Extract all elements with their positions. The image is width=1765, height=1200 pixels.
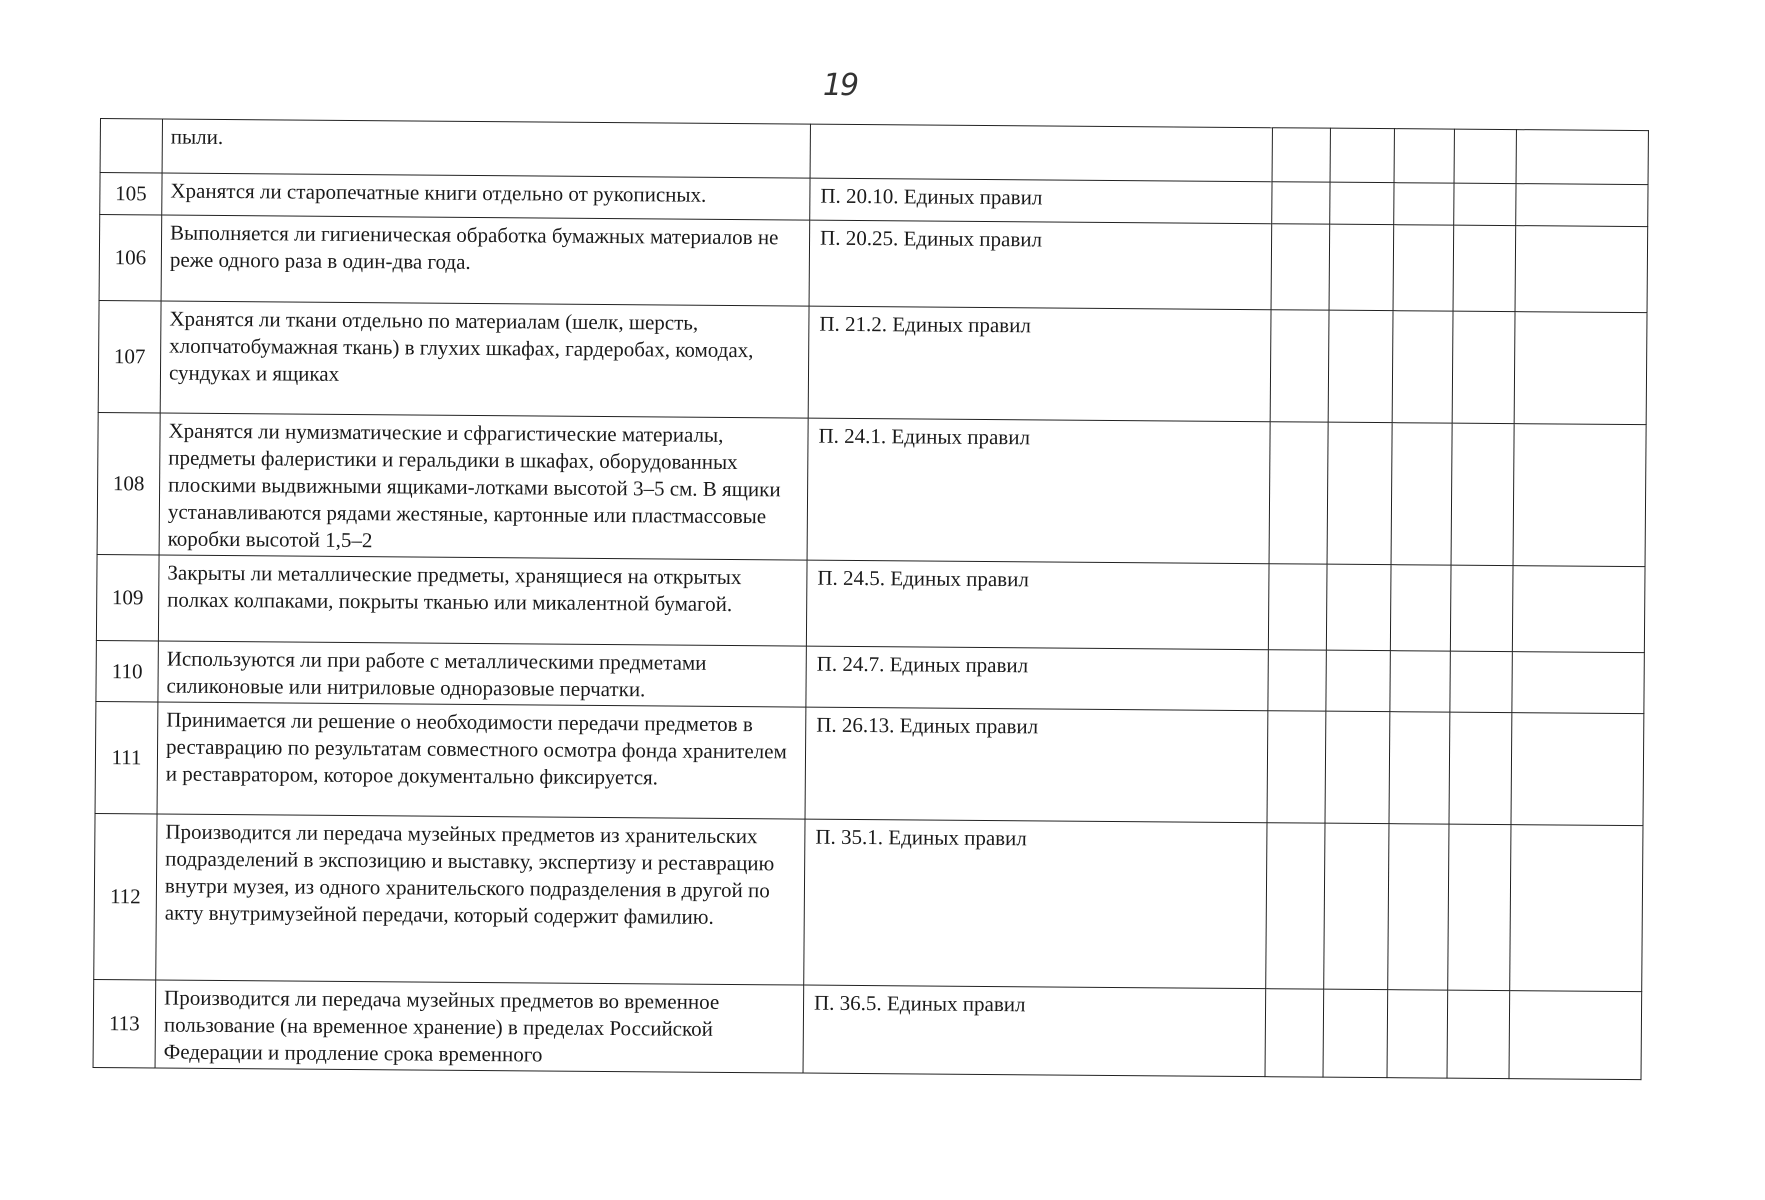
answer-cell bbox=[1268, 564, 1327, 650]
answer-cell bbox=[1388, 824, 1449, 990]
answer-cell bbox=[1271, 224, 1330, 310]
answer-cell bbox=[1514, 312, 1647, 425]
answer-cell bbox=[1323, 989, 1388, 1077]
normative-reference: П. 20.25. Единых правил bbox=[809, 220, 1272, 310]
answer-cell bbox=[1325, 711, 1390, 823]
answer-cell bbox=[1513, 424, 1646, 567]
answer-cell bbox=[1510, 825, 1643, 992]
requirement-text: Используются ли при работе с металлическими предметами силиконовые или нитриловые одноразовые перчатки. bbox=[158, 641, 806, 707]
normative-reference: П. 24.1. Единых правил bbox=[807, 418, 1270, 564]
normative-reference: П. 35.1. Единых правил bbox=[804, 819, 1267, 989]
answer-cell bbox=[1270, 310, 1329, 422]
row-number: 107 bbox=[98, 300, 161, 412]
answer-cell bbox=[1265, 989, 1324, 1077]
page-number: 19 bbox=[822, 68, 858, 103]
answer-cell bbox=[1328, 310, 1393, 422]
answer-cell bbox=[1454, 183, 1516, 225]
answer-cell bbox=[1390, 565, 1451, 651]
table-row bbox=[95, 701, 1644, 825]
row-number: 106 bbox=[99, 215, 162, 301]
answer-cell bbox=[1269, 422, 1328, 564]
answer-cell bbox=[1447, 990, 1510, 1078]
answer-cell bbox=[1393, 225, 1454, 311]
requirement-text: Производится ли передача музейных предметов во временное пользование (на временное хранение) в пределах Российской Федерации и продление срока временного bbox=[155, 980, 804, 1073]
answer-cell bbox=[1330, 128, 1394, 183]
answer-cell bbox=[1512, 566, 1645, 653]
row-number: 113 bbox=[93, 979, 156, 1067]
requirement-text: пыли. bbox=[162, 119, 810, 178]
answer-cell bbox=[1272, 182, 1330, 224]
requirement-text: Принимается ли решение о необходимости передачи предметов в реставрацию по результатам совместного осмотра фонда хранителем и реставратором, которое документально фиксируется. bbox=[157, 702, 806, 819]
row-number: 111 bbox=[95, 701, 158, 813]
requirement-text: Хранятся ли ткани отдельно по материалам (шелк, шерсть, хлопчатобумажная ткань) в глухих шкафах, гардеробах, комодах, сундуках и ящиках bbox=[160, 301, 809, 418]
answer-cell bbox=[1511, 713, 1644, 826]
normative-reference: П. 24.7. Единых правил bbox=[806, 646, 1268, 711]
answer-cell bbox=[1392, 311, 1453, 423]
answer-cell bbox=[1391, 423, 1452, 565]
answer-cell bbox=[1515, 226, 1648, 313]
answer-cell bbox=[1509, 991, 1642, 1080]
answer-cell bbox=[1329, 224, 1394, 311]
answer-cell bbox=[1516, 184, 1648, 227]
answer-cell bbox=[1268, 650, 1326, 711]
checklist-table bbox=[93, 118, 1649, 1080]
answer-cell bbox=[1454, 129, 1516, 183]
answer-cell bbox=[1266, 823, 1325, 989]
normative-reference: П. 26.13. Единых правил bbox=[805, 707, 1268, 823]
row-number: 108 bbox=[97, 412, 160, 554]
requirement-text: Производится ли передача музейных предметов из хранительских подразделений в экспозицию и выставку, экспертизу и реставрацию внутри музея, из одного хранительского подразделения в другой по акту внутримузейной передачи, который содержит фамилию. bbox=[156, 814, 805, 985]
table-row bbox=[99, 215, 1648, 313]
answer-cell bbox=[1387, 990, 1448, 1078]
row-number: 110 bbox=[96, 640, 158, 701]
answer-cell bbox=[1451, 423, 1514, 565]
answer-cell bbox=[1448, 824, 1511, 990]
answer-cell bbox=[1516, 130, 1648, 185]
answer-cell bbox=[1450, 651, 1512, 712]
row-number: 105 bbox=[100, 173, 162, 215]
table-row bbox=[97, 412, 1646, 566]
normative-reference: П. 20.10. Единых правил bbox=[810, 178, 1272, 224]
answer-cell bbox=[1327, 422, 1392, 564]
normative-reference: П. 36.5. Единых правил bbox=[803, 985, 1266, 1077]
normative-reference: П. 21.2. Единых правил bbox=[808, 306, 1271, 422]
answer-cell bbox=[1449, 712, 1512, 824]
answer-cell bbox=[1512, 652, 1644, 714]
normative-reference bbox=[810, 124, 1272, 182]
answer-cell bbox=[1394, 129, 1454, 183]
answer-cell bbox=[1394, 183, 1454, 225]
answer-cell bbox=[1450, 565, 1513, 651]
row-number: 109 bbox=[96, 554, 159, 640]
answer-cell bbox=[1452, 311, 1515, 423]
answer-cell bbox=[1453, 225, 1516, 311]
table-row bbox=[93, 979, 1642, 1079]
answer-cell bbox=[1324, 823, 1389, 989]
answer-cell bbox=[1326, 650, 1390, 712]
requirement-text: Выполняется ли гигиеническая обработка бумажных материалов не реже одного раза в один-два года. bbox=[161, 215, 810, 306]
row-number: 112 bbox=[94, 813, 157, 979]
answer-cell bbox=[1390, 651, 1450, 712]
requirement-text: Хранятся ли старопечатные книги отдельно от рукописных. bbox=[162, 173, 810, 220]
answer-cell bbox=[1267, 711, 1326, 823]
table-row bbox=[98, 300, 1647, 424]
answer-cell bbox=[1272, 128, 1330, 182]
table-row bbox=[96, 554, 1645, 652]
requirement-text: Хранятся ли нумизматические и сфрагистические материалы, предметы фалеристики и геральдики в шкафах, оборудованных плоскими выдвижными ящиками-лотками высотой 3–5 см. В ящики устанавливаются рядами жестяные, картонные или пластмассовые коробки высотой 1,5–2 bbox=[159, 413, 808, 560]
row-number bbox=[100, 119, 162, 173]
answer-cell bbox=[1389, 712, 1450, 824]
answer-cell bbox=[1326, 564, 1391, 651]
table-row bbox=[94, 813, 1643, 991]
requirement-text: Закрыты ли металлические предметы, хранящиеся на открытых полках колпаками, покрыты тканью или микалентной бумагой. bbox=[158, 555, 807, 646]
answer-cell bbox=[1330, 182, 1394, 225]
normative-reference: П. 24.5. Единых правил bbox=[806, 560, 1269, 650]
